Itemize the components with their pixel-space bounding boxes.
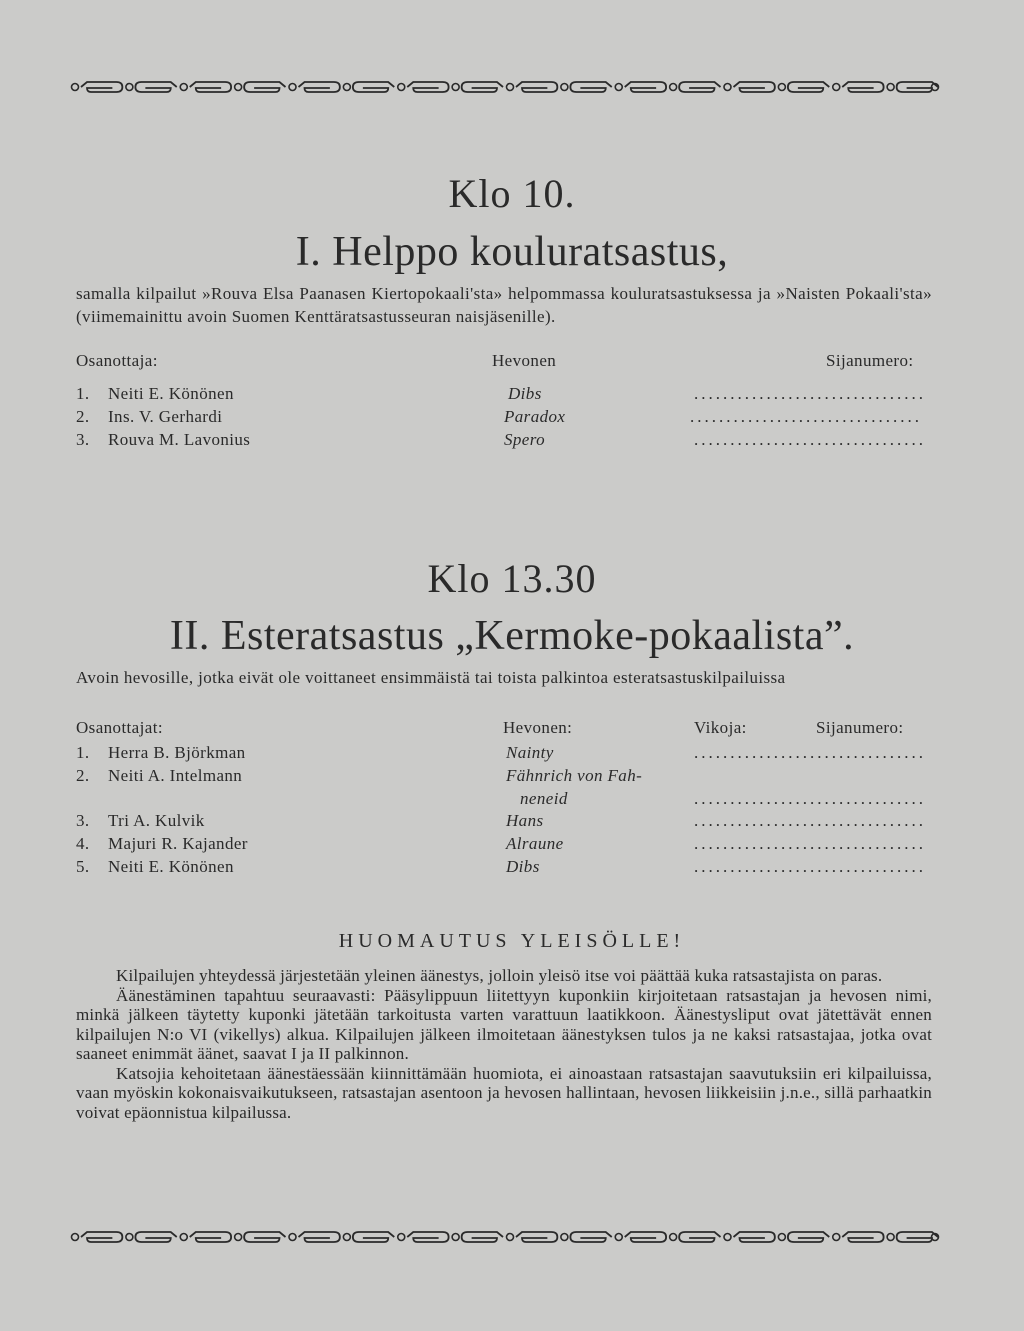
place-blank: ................................ [694, 811, 926, 830]
chain-ornament-icon [70, 1226, 940, 1248]
ornamental-border-top-icon [70, 76, 940, 98]
notice-body [76, 966, 932, 1122]
place-blank: ................................ [690, 407, 922, 426]
row-rider: Neiti A. Intelmann [108, 766, 243, 785]
section2-header-horse: Hevonen: [503, 718, 573, 737]
section2-header-rider: Osanottajat: [76, 718, 163, 737]
row-horse: Dibs [508, 384, 542, 403]
row-number: 5. [76, 857, 90, 876]
row-rider: Tri A. Kulvik [108, 811, 205, 830]
notice-paragraph: Äänestäminen tapahtuu seuraavasti: Pääsylippuun liitettyyn kuponkiin kirjoitetaan ratsastajan ja hevosen nimi, minkä jälkeen täytetty kuponki jätetään tarkoitusta varten varattuun laatikkoon. Äänestysliput ovat jätettävät ennen kilpailujen N:o VI (vikellys) alkua. Kilpailujen jälkeen ilmoitetaan äänestyksen tulos ja ne kaksi ratsastajaa, jotka ovat saaneet enimmät äänet, saavat I ja II palkinnon. [76, 985, 932, 1063]
section1-header-rider: Osanottaja: [76, 351, 158, 370]
row-rider: Majuri R. Kajander [108, 834, 248, 853]
row-number: 2. [76, 407, 90, 426]
chain-ornament-icon [70, 76, 940, 98]
row-rider: Neiti E. Könönen [108, 384, 234, 403]
section2-title: II. Esteratsastus „Kermoke-pokaalista”. [169, 613, 855, 659]
row-horse: Dibs [506, 857, 540, 876]
row-number: 1. [76, 743, 90, 762]
row-horse: Fähnrich von Fah- [506, 766, 643, 785]
notice-paragraph: Katsojia kehoitetaan äänestäessään kiinnittämään huomiota, ei ainoastaan ratsastajan saavutuksiin eri kilpailuissa, vaan myöskin kokonaisvaikutukseen, ratsastajan asentoon ja hevosen hallintaan, hevosen liikkeisiin j.n.e., sillä parhaatkin voivat epäonnistua kilpailussa. [76, 1063, 932, 1122]
place-blank: ................................ [694, 834, 926, 853]
section1-header-place: Sijanumero: [826, 351, 914, 370]
row-horse: Hans [506, 811, 544, 830]
section1-time: Klo 10. [448, 171, 576, 216]
place-blank: ................................ [694, 430, 926, 449]
place-blank: ................................ [694, 789, 926, 808]
row-rider: Rouva M. Lavonius [108, 430, 251, 449]
section2-time: Klo 13.30 [427, 556, 597, 601]
row-rider: Herra B. Björkman [108, 743, 246, 762]
row-horse-continued: neneid [520, 789, 568, 808]
row-rider: Neiti E. Könönen [108, 857, 234, 876]
section1-header-horse: Hevonen [492, 351, 557, 370]
row-horse: Alraune [506, 834, 564, 853]
section2-header-place: Sijanumero: [816, 718, 904, 737]
section1-intro: samalla kilpailut »Rouva Elsa Paanasen Kiertopokaali'sta» helpommassa kouluratsastuksessa ja »Naisten Pokaali'sta» (viimemainittu avoin Suomen Kenttäratsastusseuran naisjäsenille). [76, 284, 932, 326]
section1-title: I. Helppo kouluratsastus, [295, 229, 729, 275]
notice-title: HUOMAUTUS YLEISÖLLE! [338, 930, 686, 952]
section2-header-faults: Vikoja: [694, 718, 747, 737]
row-number: 4. [76, 834, 90, 853]
row-horse: Spero [504, 430, 546, 449]
row-number: 2. [76, 766, 90, 785]
place-blank: ................................ [694, 857, 926, 876]
section2-intro: Avoin hevosille, jotka eivät ole voittaneet ensimmäistä tai toista palkintoa esteratsastuskilpailuissa [76, 668, 786, 687]
row-number: 3. [76, 430, 90, 449]
notice-paragraph: Kilpailujen yhteydessä järjestetään yleinen äänestys, jolloin yleisö itse voi päättää kuka ratsastajista on paras. [116, 966, 883, 985]
row-horse: Nainty [506, 743, 554, 762]
row-number: 1. [76, 384, 90, 403]
row-horse: Paradox [504, 407, 566, 426]
row-number: 3. [76, 811, 90, 830]
place-blank: ................................ [694, 384, 926, 403]
ornamental-border-bottom-icon [70, 1226, 940, 1248]
row-rider: Ins. V. Gerhardi [108, 407, 223, 426]
place-blank: ................................ [694, 743, 926, 762]
